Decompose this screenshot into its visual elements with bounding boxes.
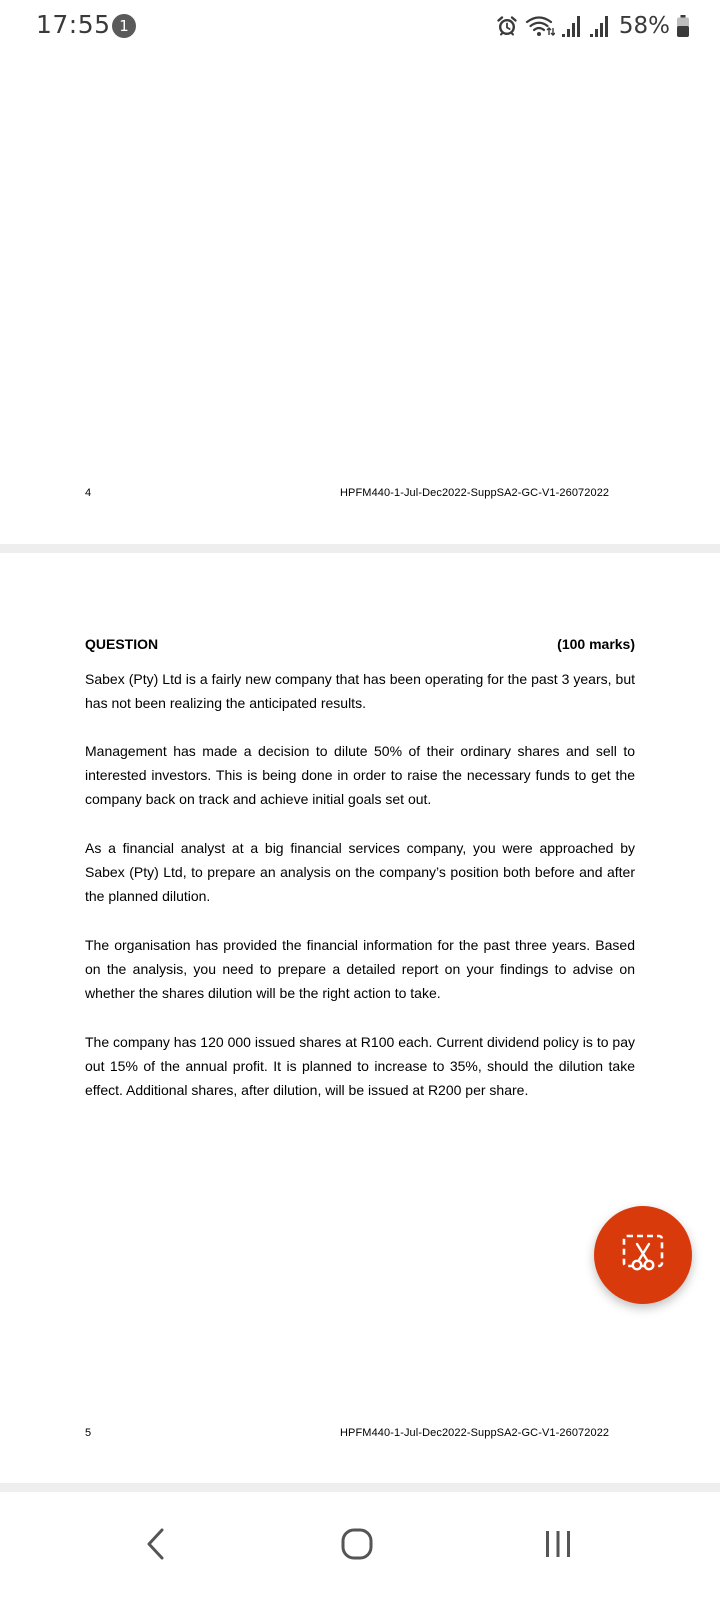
recents-button[interactable] — [528, 1520, 588, 1572]
screenshot-crop-button[interactable] — [594, 1206, 692, 1304]
battery-percent: 58% — [618, 13, 670, 39]
page-number: 4 — [85, 487, 92, 499]
home-icon — [340, 1527, 374, 1566]
question-marks: (100 marks) — [557, 636, 635, 652]
page-footer-code: HPFM440-1-Jul-Dec2022-SuppSA2-GC-V1-26072022 — [340, 487, 610, 499]
signal-icon — [589, 14, 611, 38]
back-button[interactable] — [126, 1520, 186, 1572]
page-footer-code: HPFM440-1-Jul-Dec2022-SuppSA2-GC-V1-26072022 — [340, 1427, 610, 1439]
question-header — [85, 636, 635, 652]
screenshot-crop-icon — [620, 1230, 666, 1281]
home-button[interactable] — [327, 1520, 387, 1572]
question-heading: QUESTION — [85, 636, 159, 652]
back-icon — [144, 1527, 168, 1566]
signal-icon — [561, 14, 583, 38]
paragraph: The organisation has provided the financial information for the past three years. Based on the analysis, you need to prepare a detailed report on your findings to advise on whether the shares dilution will be the right action to take. — [85, 937, 635, 1001]
status-time: 17:55 — [36, 10, 111, 39]
paragraph: As a financial analyst at a big financial services company, you were approached by Sabex (Pty) Ltd, to prepare an analysis on the company’s position both before and after the planned dilution. — [85, 840, 635, 904]
page-separator — [0, 544, 720, 553]
recents-icon — [543, 1529, 573, 1564]
paragraph: The company has 120 000 issued shares at R100 each. Current dividend policy is to pay out 15% of the annual profit. It is planned to increase to 35%, should the dilution take effect. Additional shares, after dilution, will be issued at R200 per share. — [85, 1034, 635, 1098]
alarm-icon — [495, 14, 519, 38]
page-separator — [0, 1483, 720, 1492]
status-bar — [0, 0, 720, 52]
paragraph: Management has made a decision to dilute 50% of their ordinary shares and sell to interested investors. This is being done in order to raise the necessary funds to get the company back on track and achieve initial goals set out. — [85, 743, 635, 807]
page-number: 5 — [85, 1427, 92, 1439]
notification-badge: 1 — [112, 14, 136, 38]
wifi-icon — [525, 14, 555, 38]
status-icons — [495, 12, 690, 40]
document-page-4 — [0, 52, 720, 544]
paragraph: Sabex (Pty) Ltd is a fairly new company that has been operating for the past 3 years, but has not been realizing the anticipated results. — [85, 671, 635, 711]
navigation-bar — [0, 1492, 720, 1600]
battery-icon — [676, 14, 690, 38]
